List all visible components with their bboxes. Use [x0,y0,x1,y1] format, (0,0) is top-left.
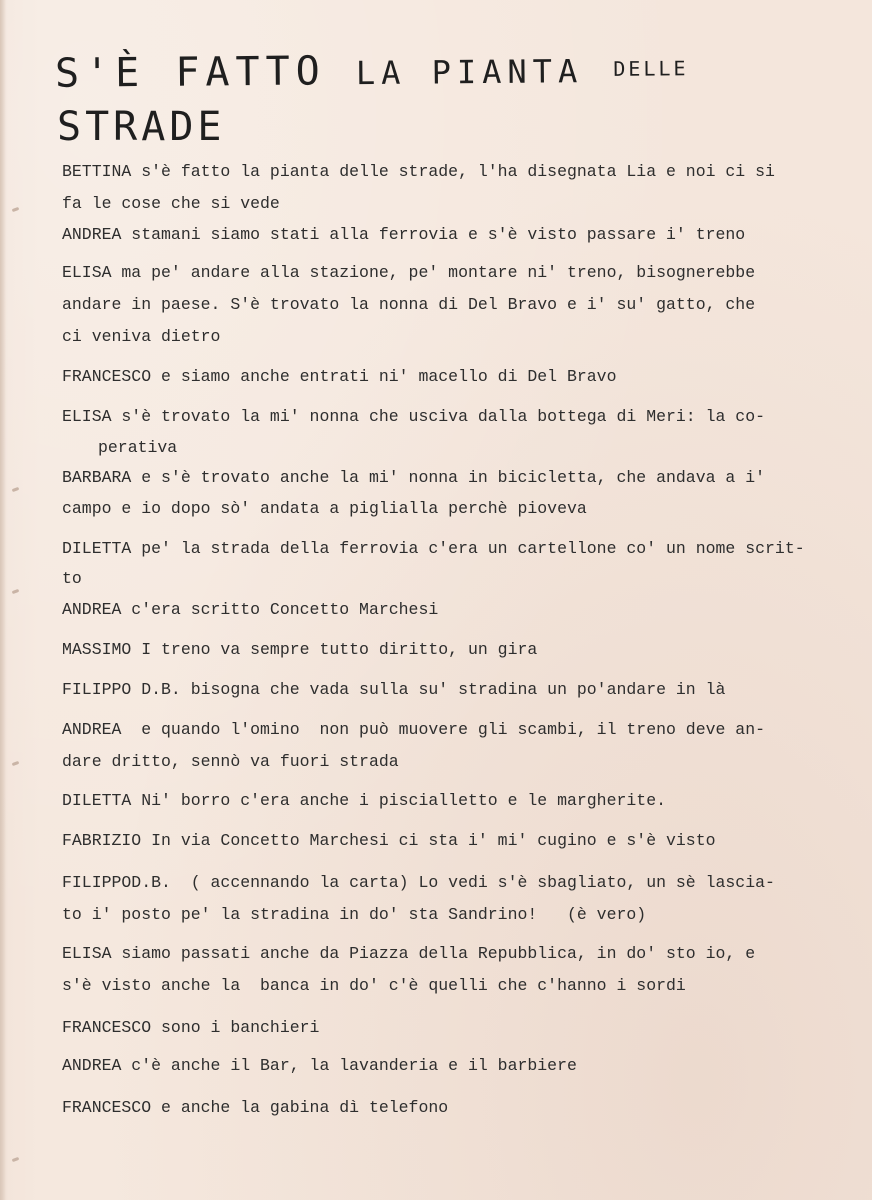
text-line: ANDREA c'è anche il Bar, la lavanderia e il barbiere [62,1056,577,1075]
title-part-c: DELLE [613,56,689,81]
text-line: FRANCESCO sono i banchieri [62,1018,320,1037]
text-line: campo e io dopo sò' andata a piglialla perchè pioveva [62,499,587,518]
text-line: ci veniva dietro [62,327,221,346]
punch-mark [12,761,20,766]
text-line: FRANCESCO e siamo anche entrati ni' macello di Del Bravo [62,367,617,386]
handwritten-title [55,48,835,153]
text-line: perativa [98,438,178,457]
text-line: DILETTA pe' la strada della ferrovia c'era un cartellone co' un nome scrit- [62,539,805,558]
text-line: ANDREA c'era scritto Concetto Marchesi [62,600,439,619]
text-line: ELISA s'è trovato la mi' nonna che usciva dalla bottega di Meri: la co- [62,407,766,426]
text-line: FILIPPOD.B. ( accennando la carta) Lo vedi s'è sbagliato, un sè lascia- [62,873,775,892]
text-line: ELISA ma pe' andare alla stazione, pe' montare ni' treno, bisognerebbe [62,263,756,282]
text-line: to [62,569,82,588]
title-line-1 [55,45,689,97]
text-line: ELISA siamo passati anche da Piazza della Repubblica, in do' sto io, e [62,944,756,963]
punch-mark [12,1157,20,1162]
punch-mark [12,487,20,492]
text-line: ANDREA e quando l'omino non può muovere gli scambi, il treno deve an- [62,720,766,739]
text-line: FRANCESCO e anche la gabina dì telefono [62,1098,449,1117]
text-line: BETTINA s'è fatto la pianta delle strade, l'ha disegnata Lia e noi ci si [62,162,775,181]
text-line: to i' posto pe' la stradina in do' sta Sandrino! (è vero) [62,905,647,924]
text-line: FABRIZIO In via Concetto Marchesi ci sta i' mi' cugino e s'è visto [62,831,716,850]
text-line: BARBARA e s'è trovato anche la mi' nonna in bicicletta, che andava a i' [62,468,766,487]
text-line: FILIPPO D.B. bisogna che vada sulla su' stradina un po'andare in là [62,680,726,699]
text-line: fa le cose che si vede [62,194,280,213]
title-part-b: LA PIANTA [355,52,584,93]
text-line: ANDREA stamani siamo stati alla ferrovia e s'è visto passare i' treno [62,225,746,244]
text-line: DILETTA Ni' borro c'era anche i piscialletto e le margherite. [62,791,666,810]
text-line: dare dritto, sennò va fuori strada [62,752,399,771]
text-line: MASSIMO I treno va sempre tutto diritto, un gira [62,640,538,659]
text-line: s'è visto anche la banca in do' c'è quelli che c'hanno i sordi [62,976,686,995]
punch-mark [12,207,20,212]
title-line-2: STRADE [57,104,226,150]
punch-mark [12,589,20,594]
title-part-a: S'È FATTO [54,48,326,97]
page-left-edge [0,0,6,1200]
text-line: andare in paese. S'è trovato la nonna di Del Bravo e i' su' gatto, che [62,295,756,314]
